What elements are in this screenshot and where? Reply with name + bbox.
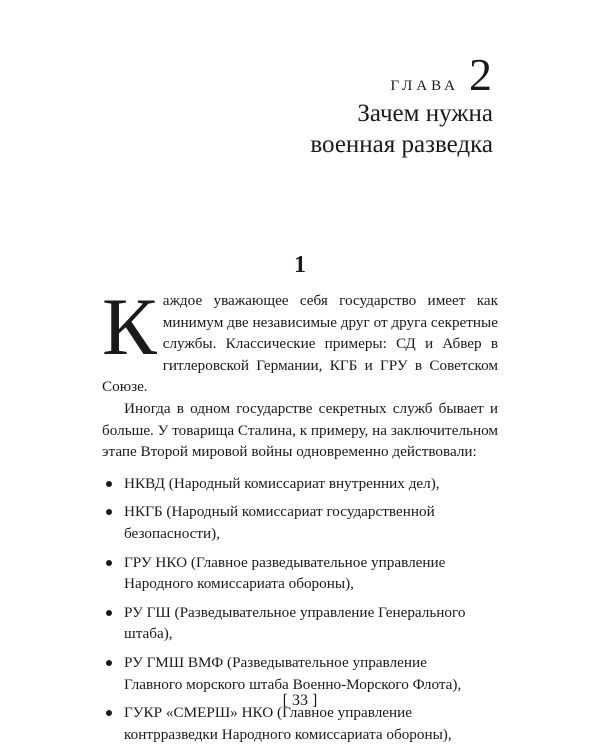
section-number: 1 (294, 252, 306, 278)
chapter-number: 2 (469, 49, 492, 100)
bullet-icon (106, 481, 112, 487)
paragraph-1-text: аждое уважающее себя государство имеет как минимум две независимые друг от друга секретные службы. Классические примеры: СД и Абвер в гитлеровской Германии, КГБ и ГРУ в Советском Союзе. (102, 292, 498, 396)
drop-cap: К (102, 281, 157, 372)
bullet-icon (106, 509, 112, 515)
paragraph-2: Иногда в одном государстве секретных служб бывает и больше. У товарища Сталина, к примеру, на заключительном этапе Второй мировой войны одновременно действовали: (102, 399, 498, 461)
list-item (102, 501, 484, 544)
bullet-icon (106, 710, 112, 716)
chapter-heading (390, 49, 492, 100)
page-number: [ 33 ] (282, 692, 318, 709)
list-item (102, 602, 484, 645)
list-item-text: НКВД (Народный комиссариат внутренних дел), (124, 474, 440, 492)
chapter-title (310, 98, 493, 160)
list-item-text: РУ ГМШ ВМФ (Разведывательное управление Главного морского штаба Военно-Морского Флота), (124, 653, 462, 693)
list-item-text: РУ ГШ (Разведывательное управление Генерального штаба), (124, 603, 466, 643)
chapter-title-line-2: военная разведка (310, 131, 493, 158)
list-item (102, 552, 484, 595)
bullet-icon (106, 610, 112, 616)
bullet-icon (106, 560, 112, 566)
list-item (102, 473, 484, 495)
body-text (102, 281, 498, 752)
paragraph-1 (102, 281, 498, 398)
chapter-title-line-1: Зачем нужна (357, 100, 493, 127)
list-item (102, 652, 484, 695)
bullet-icon (106, 660, 112, 666)
list-item-text: НКГБ (Народный комиссариат государственной безопасности), (124, 503, 435, 542)
chapter-label: ГЛАВА (390, 78, 459, 94)
list-item-text: ГРУ НКО (Главное разведывательное управление Народного комиссариата обороны), (124, 553, 446, 593)
list-item-text: ГУКР «СМЕРШ» НКО (Главное управление контрразведки Народного комиссариата обороны), (124, 704, 452, 743)
